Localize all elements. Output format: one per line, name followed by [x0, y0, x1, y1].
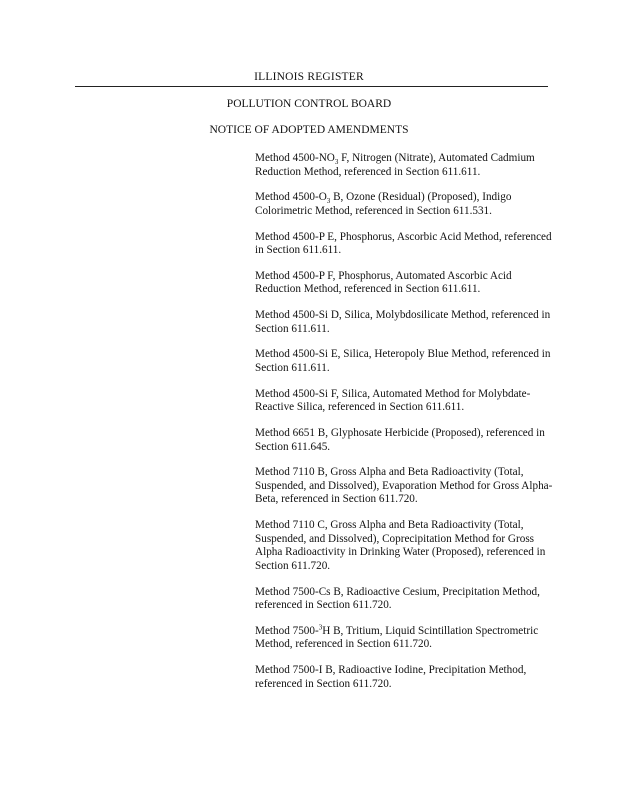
method-entry — [255, 191, 555, 218]
method-entry: Method 7500-Cs B, Radioactive Cesium, Precipitation Method, referenced in Section 611.720. — [255, 585, 540, 612]
method-text: B, Ozone (Residual) (Proposed), Indigo Colorimetric Method, referenced in Section 611.531. — [255, 191, 512, 217]
method-entry: Method 7110 C, Gross Alpha and Beta Radioactivity (Total, Suspended, and Dissolved), Coprecipitation Method for Gross Alpha Radioactivity in Drinking Water (Proposed), referenced in Section 611.720. — [255, 519, 546, 572]
header-rule — [75, 86, 548, 87]
board-title: POLLUTION CONTROL BOARD — [226, 98, 392, 110]
method-entry — [255, 625, 555, 652]
method-entry: Method 7500-I B, Radioactive Iodine, Precipitation Method, referenced in Section 611.720. — [255, 664, 527, 690]
notice-title: NOTICE OF ADOPTED AMENDMENTS — [209, 124, 409, 136]
method-entry: Method 4500-P F, Phosphorus, Automated Ascorbic Acid Reduction Method, referenced in Section 611.611. — [255, 269, 512, 296]
method-entry: Method 6651 B, Glyphosate Herbicide (Proposed), referenced in Section 611.645. — [255, 426, 545, 453]
method-entry: Method 4500-P E, Phosphorus, Ascorbic Acid Method, referenced in Section 611.611. — [255, 230, 552, 257]
method-subscript: 3 — [326, 197, 331, 206]
method-entry: Method 4500-Si E, Silica, Heteropoly Blue Method, referenced in Section 611.611. — [255, 348, 551, 374]
method-entry: Method 4500-Si F, Silica, Automated Method for Molybdate-Reactive Silica, referenced in Section 611.611. — [255, 387, 531, 414]
register-title: ILLINOIS REGISTER — [254, 71, 364, 83]
method-superscript: 3 — [318, 623, 323, 632]
method-text: Method 7500- — [255, 624, 319, 637]
method-entry: Method 4500-Si D, Silica, Molybdosilicate Method, referenced in Section 611.611. — [255, 309, 551, 335]
method-entry: Method 7110 B, Gross Alpha and Beta Radioactivity (Total, Suspended, and Dissolved), Evaporation Method for Gross Alpha-Beta, referenced in Section 611.720. — [255, 466, 553, 506]
method-text: Method 4500-O — [255, 191, 327, 204]
method-list — [255, 152, 555, 703]
method-subscript: 3 — [334, 158, 339, 167]
method-entry — [255, 152, 555, 179]
method-text: F, Nitrogen (Nitrate), Automated Cadmium Reduction Method, referenced in Section 611.611. — [255, 152, 535, 178]
method-text: Method 4500-NO — [255, 152, 335, 164]
method-text: H B, Tritium, Liquid Scintillation Spectrometric Method, referenced in Section 611.720. — [255, 624, 539, 651]
